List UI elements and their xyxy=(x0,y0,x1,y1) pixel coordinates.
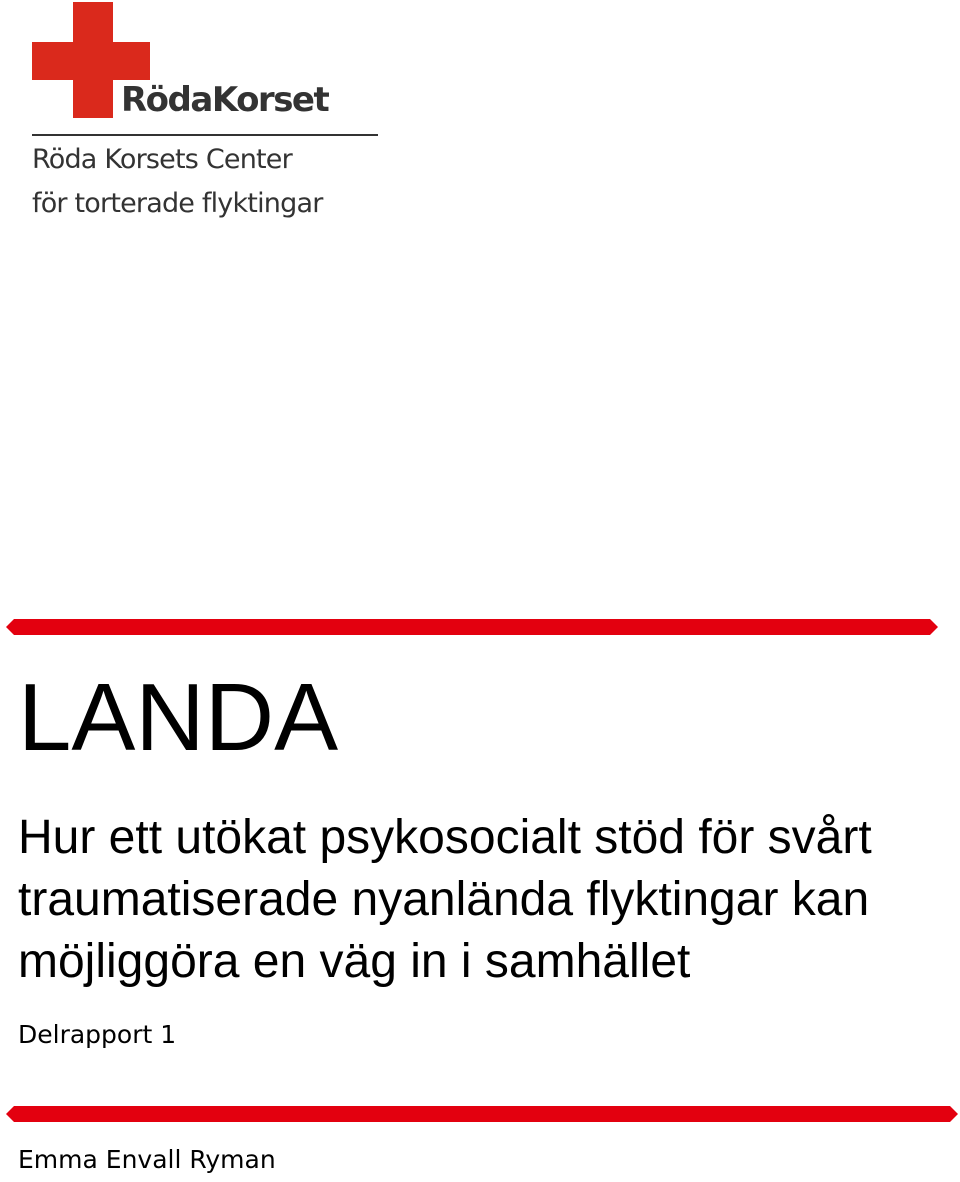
red-cross-icon-arm xyxy=(32,42,150,80)
logo-brand-name: RödaKorset xyxy=(121,80,329,120)
logo-center-subtitle: för torterade flyktingar xyxy=(32,188,323,219)
document-title: LANDA xyxy=(18,664,339,771)
top-divider-bar xyxy=(6,619,938,635)
logo-divider xyxy=(32,134,378,136)
bottom-divider-bar xyxy=(6,1106,958,1122)
logo-center-name: Röda Korsets Center xyxy=(32,144,292,175)
author-name: Emma Envall Ryman xyxy=(18,1145,276,1174)
organization-logo xyxy=(32,2,382,232)
report-label: Delrapport 1 xyxy=(18,1020,177,1049)
document-subtitle: Hur ett utökat psykosocialt stöd för svårt traumatiserade nyanlända flyktingar kan möjliggöra en väg in i samhället xyxy=(18,811,872,988)
